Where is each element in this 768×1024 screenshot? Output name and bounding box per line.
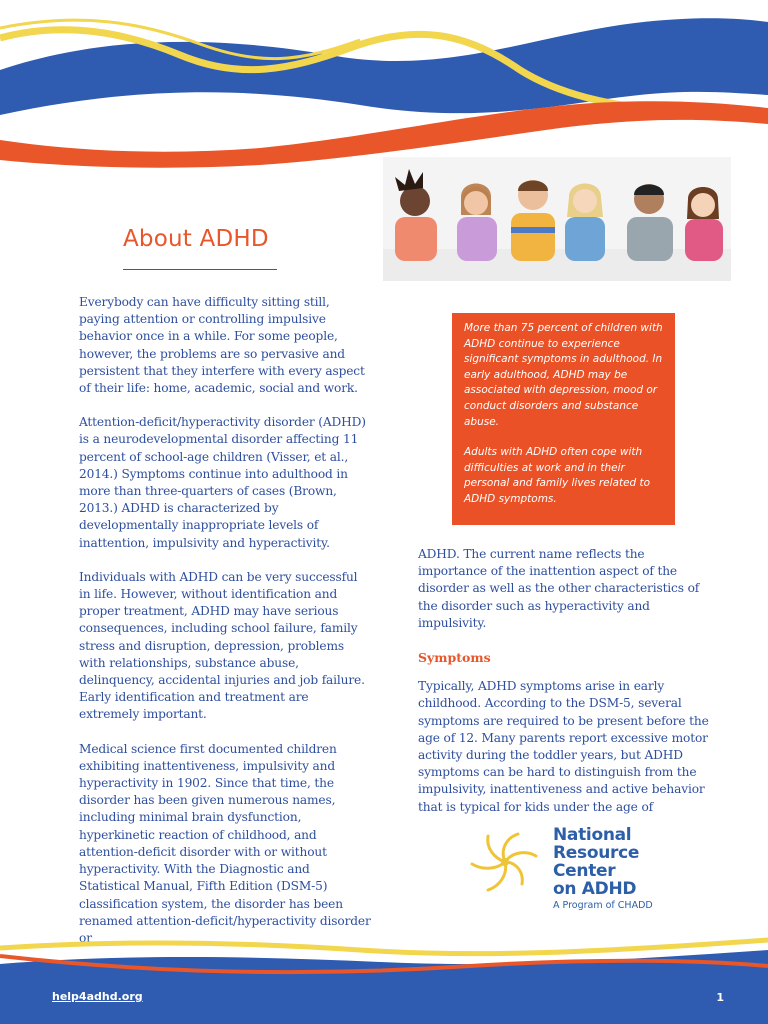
right-column (418, 546, 710, 814)
footer-wave-decoration (0, 930, 768, 1024)
logo-line: Resource (553, 843, 640, 863)
page-number: 1 (716, 991, 724, 1004)
footer-website-link[interactable]: help4adhd.org (52, 990, 143, 1003)
left-column (79, 294, 371, 945)
title-underline (123, 269, 277, 270)
definition-paragraph: Attention-deficit/hyperactivity disorder (ADHD) is a neurodevelopmental disorder affecting 11 percent of school-age children (Visser, et al., 2014.) Symptoms continue into adulthood in more than three-quarters of cases (Brown, 2013.) ADHD is characterized by developmentally inappropriate levels of inattention, impulsivity and hyperactivity. (79, 415, 366, 550)
intro-paragraph: Everybody can have difficulty sitting still, paying attention or controlling impulsive behavior once in a while. For some people, however, the problems are so pervasive and persistent that they interfere with every aspect of their life: home, academic, social and work. (79, 295, 365, 396)
logo-subtitle: A Program of CHADD (553, 900, 653, 911)
children-photo (383, 157, 731, 281)
symptoms-heading: Symptoms (418, 650, 491, 666)
sun-logo-icon (460, 826, 550, 898)
history-paragraph: Medical science first documented children exhibiting inattentiveness, impulsivity and hyperactivity in 1902. Since that time, the disorder has been given numerous names, including minimal brain dysfunction, hyperkinetic reaction of childhood, and attention-deficit disorder with or without hyperactivity. With the Diagnostic and Statistical Manual, Fifth Edition (DSM-5) classification system, the disorder has been renamed attention-deficit/hyperactivity disorder or (79, 741, 371, 945)
callout-paragraph: More than 75 percent of children with ADHD continue to experience significant symptoms in adulthood. In early adulthood, ADHD may be associated with depression, mood or conduct disorders and substance abuse. (464, 322, 663, 428)
callout-paragraph: Adults with ADHD often cope with difficulties at work and in their personal and family lives related to ADHD symptoms. (464, 446, 651, 505)
organization-logo-text (553, 826, 693, 912)
logo-line: Center (553, 861, 616, 881)
outcomes-paragraph: Individuals with ADHD can be very successful in life. However, without identification and proper treatment, ADHD may have serious consequences, including school failure, family stress and disruption, depression, problems with relationships, substance abuse, delinquency, accidental injuries and job failure. Early identification and treatment are extremely important. (79, 569, 365, 722)
header-wave-decoration (0, 0, 768, 170)
callout-box (452, 313, 675, 525)
continuation-paragraph: ADHD. The current name reflects the importance of the inattention aspect of the disorder as well as the other characteristics of the disorder such as hyperactivity and impulsivity. (418, 547, 700, 630)
logo-line: on ADHD (553, 879, 637, 899)
symptoms-paragraph: Typically, ADHD symptoms arise in early childhood. According to the DSM-5, several symptoms are required to be present before the age of 12. Many parents report excessive motor activity during the toddler years, but ADHD symptoms can be hard to distinguish from the impulsivity, inattentiveness and active behavior that is typical for kids under the age of (418, 679, 709, 814)
logo-line: National (553, 825, 632, 845)
page-title: About ADHD (123, 226, 269, 252)
